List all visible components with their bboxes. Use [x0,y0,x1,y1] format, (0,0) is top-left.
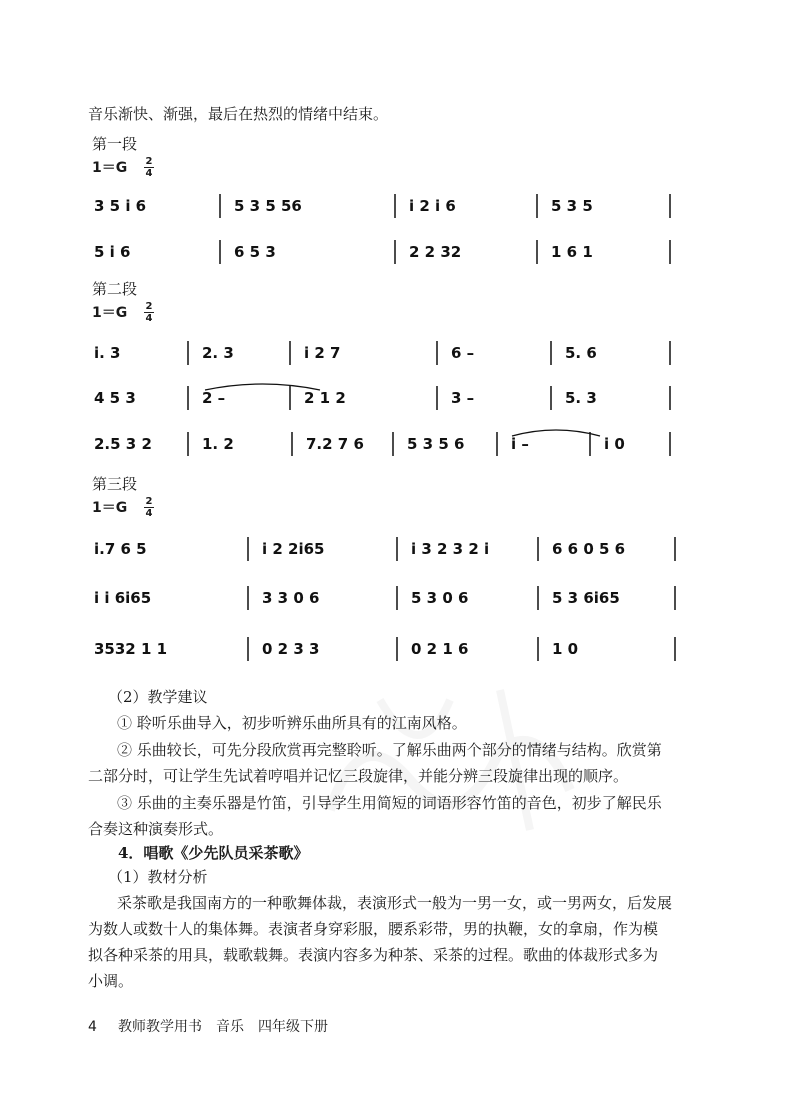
score-measure: 4 5 3 [94,389,136,407]
score-measure: 5 3 6i65 [552,589,620,607]
suggestion-3b: 合奏这种演奏形式。 [88,820,224,838]
score-measure: 2 1 2 [304,389,346,407]
score-measure: 2 2 32 [409,243,462,261]
section-2-key: 1＝G [92,305,128,321]
page-footer [88,1017,328,1037]
score-measure: 1 0 [552,640,579,658]
score-measure: 2. 3 [202,344,234,362]
time-top: 2 [145,156,153,167]
time-bottom: 4 [145,313,153,324]
suggestion-1: ① 聆听乐曲导入，初步听辨乐曲所具有的江南风格。 [117,714,467,732]
score-measure: 3532 1 1 [94,640,168,658]
section-3-key: 1＝G [92,500,128,516]
score-measure: 6 5 3 [234,243,276,261]
analysis-heading: （1）教材分析 [108,868,208,886]
suggestion-2b: 二部分时，可让学生先试着哼唱并记忆三段旋律，并能分辨三段旋律出现的顺序。 [88,767,629,785]
section-3-label: 第三段 [92,475,138,493]
watermark-logo [300,660,600,860]
time-top: 2 [145,301,153,312]
section-1-label: 第一段 [92,135,138,153]
score-measure: i – [511,435,529,453]
time-top: 2 [145,496,153,507]
suggestion-heading: （2）教学建议 [108,688,208,706]
score-measure: 2 – [202,389,226,407]
analysis-line-4: 小调。 [88,972,134,990]
score-measure: 1 6 1 [551,243,593,261]
score-measure: 6 6 0 5 6 [552,540,626,558]
score-measure: 5 3 5 56 [234,197,302,215]
analysis-line-2: 为数人或数十人的集体舞。表演者身穿彩服，腰系彩带，男的执鞭，女的拿扇，作为模 [88,920,659,938]
score-measure: i 2 i 6 [409,197,456,215]
score-measure: i.7 6 5 [94,540,147,558]
score-measure: i 0 [604,435,625,453]
section-1-key: 1＝G [92,160,128,176]
time-bottom: 4 [145,168,153,179]
score-measure: 7.2 7 6 [306,435,364,453]
intro-line: 音乐渐快、渐强，最后在热烈的情绪中结束。 [88,105,389,123]
score-measure: 2.5 3 2 [94,435,152,453]
suggestion-3a: ③ 乐曲的主奏乐器是竹笛，引导学生用简短的词语形容竹笛的音色，初步了解民乐 [117,794,662,812]
score-measure: 0 2 3 3 [262,640,320,658]
page-number: 4 [88,1019,97,1035]
time-bottom: 4 [145,508,153,519]
score-measure: 3 – [451,389,475,407]
score-measure: 3 3 0 6 [262,589,320,607]
score-measure: 0 2 1 6 [411,640,469,658]
score-measure: 5. 3 [565,389,597,407]
analysis-line-3: 拟各种采茶的用具，载歌载舞。表演内容多为种茶、采茶的过程。歌曲的体裁形式多为 [88,946,659,964]
score-measure: i 3 2 3 2 i [411,540,490,558]
score-measure: 5 3 5 6 [407,435,465,453]
score-measure: 3 5 i 6 [94,197,147,215]
score-measure: 5 3 5 [551,197,593,215]
song-heading: 4．唱歌《少先队员采茶歌》 [118,844,309,862]
score-measure: 6 – [451,344,475,362]
book-title: 教师教学用书 音乐 四年级下册 [118,1019,328,1035]
score-measure: i i 6i65 [94,589,152,607]
score-measure: 5. 6 [565,344,597,362]
score-measure: 1. 2 [202,435,234,453]
score-measure: i 2 2i65 [262,540,325,558]
score-measure: i 2 7 [304,344,341,362]
section-2-label: 第二段 [92,280,138,298]
score-measure: i. 3 [94,344,121,362]
suggestion-2a: ② 乐曲较长，可先分段欣赏再完整聆听。了解乐曲两个部分的情绪与结构。欣赏第 [117,741,662,759]
analysis-line-1: 采茶歌是我国南方的一种歌舞体裁，表演形式一般为一男一女，或一男两女，后发展 [117,894,673,912]
score-measure: 5 3 0 6 [411,589,469,607]
score-measure: 5 i 6 [94,243,131,261]
